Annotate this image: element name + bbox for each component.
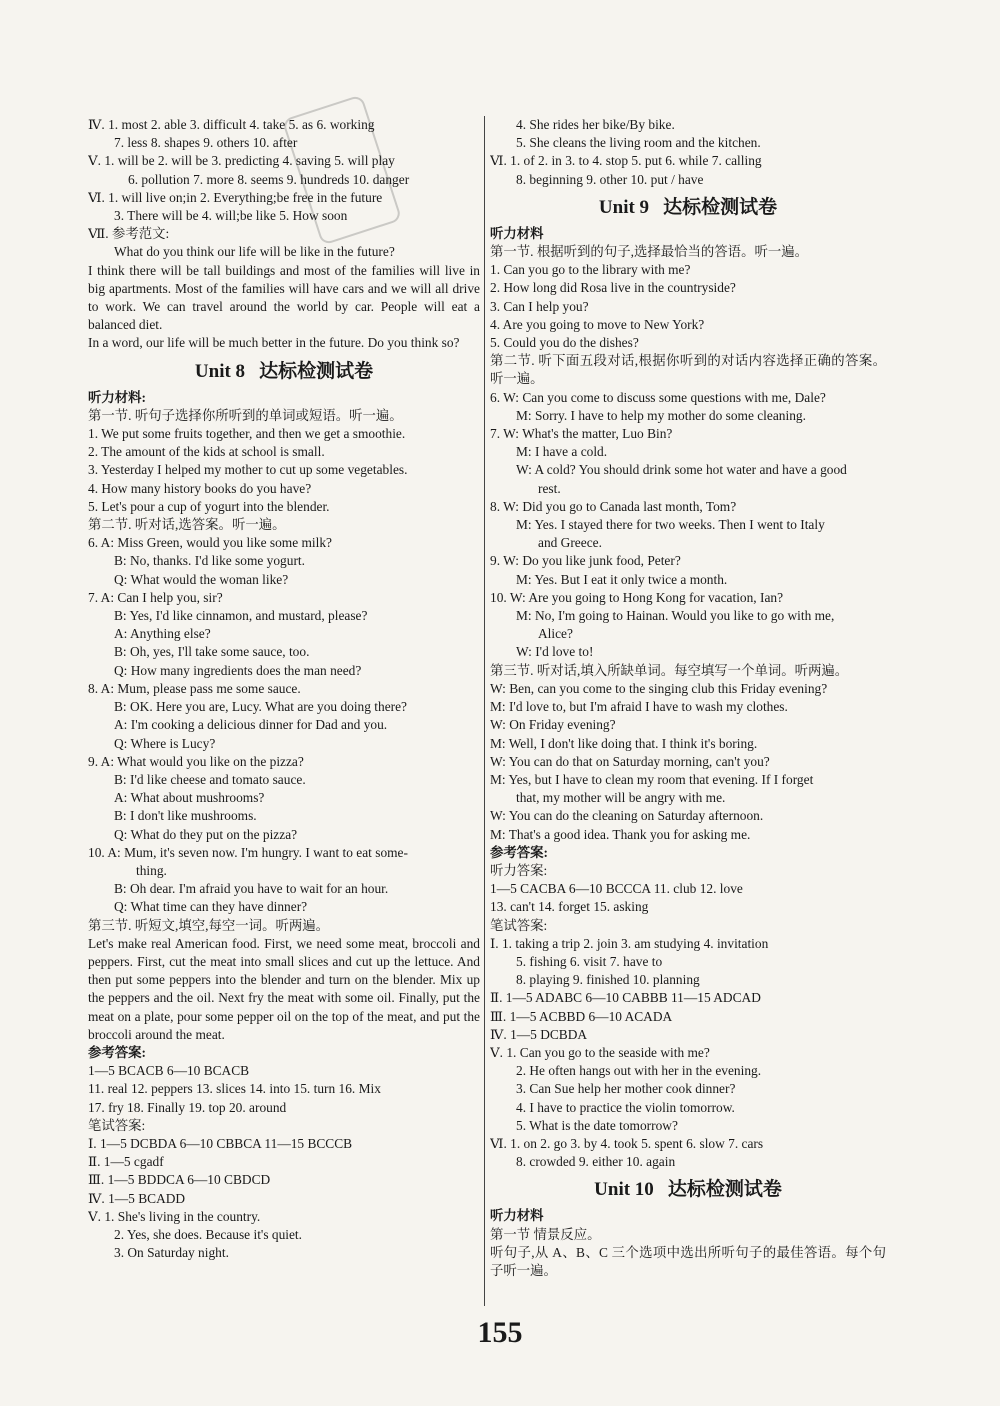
text-line: thing. [136,862,167,878]
text-line: Ⅳ. 1—5 BCADD [88,1190,186,1206]
text-line: M: Sorry. I have to help my mother do some cleaning. [516,407,806,423]
text-line: 听力材料 [490,225,544,241]
text-line: A: Anything else? [114,626,211,642]
text-line: W: Ben, can you come to the singing club this Friday evening? [490,680,828,696]
text-line: M: I have a cold. [516,444,608,460]
text-line: Q: Where is Lucy? [114,735,216,751]
unit-label: Unit 8 [194,360,246,382]
text-line: 2. Yes, she does. Because it's quiet. [114,1226,303,1242]
text-line: 6. W: Can you come to discuss some questions with me, Dale? [490,389,826,405]
text-line: 4. Are you going to move to New York? [490,316,705,332]
text-line: 笔试答案: [88,1117,146,1133]
text-line: W: On Friday evening? [490,717,616,733]
text-line: Ⅲ. 1—5 ACBBD 6—10 ACADA [490,1008,673,1024]
text-line: 听力材料: [88,389,147,405]
text-line: Ⅴ. 1. Can you go to the seaside with me? [490,1044,710,1060]
text-line: 5. fishing 6. visit 7. have to [516,953,663,969]
text-line: and Greece. [538,535,602,551]
text-line: Ⅵ. 1. on 2. go 3. by 4. took 5. spent 6. slow 7. cars [490,1135,764,1151]
text-line: Ⅱ. 1—5 cgadf [88,1154,164,1170]
text-line: 参考答案: [490,844,549,860]
text-line: Ⅳ. 1. most 2. able 3. difficult 4. take 5. as 6. working [88,117,375,132]
text-line: B: Oh, yes, I'll take some sauce, too. [114,644,310,660]
text-line: 9. W: Do you like junk food, Peter? [490,553,681,569]
text-paragraph: I think there will be tall buildings and most of the families will live in big apartments. Most of the families will have cars and we will all drive to work. We can travel around the world by car. People will eat a balanced diet. [88,262,480,333]
text-paragraph: 第二节. 听下面五段对话,根据你听到的对话内容选择正确的答案。听一遍。 [490,353,886,387]
unit-label: Unit 10 [594,1179,654,1201]
text-line: 13. can't 14. forget 15. asking [490,899,649,915]
text-line: Ⅳ. 1—5 DCBDA [490,1026,588,1042]
text-line: B: Oh dear. I'm afraid you have to wait for an hour. [114,881,389,897]
text-line: 5. She cleans the living room and the kitchen. [516,135,761,151]
text-line: 5. Could you do the dishes? [490,335,639,351]
text-line: 5. Let's pour a cup of yogurt into the blender. [88,498,330,514]
text-line: 第一节 情景反应。 [490,1226,601,1242]
text-line: 5. What is the date tomorrow? [516,1117,678,1133]
text-line: Ⅰ. 1—5 DCBDA 6—10 CBBCA 11—15 BCCCB [88,1135,353,1151]
text-line: 11. real 12. peppers 13. slices 14. into 15. turn 16. Mix [88,1081,381,1097]
text-line: B: No, thanks. I'd like some yogurt. [114,553,305,569]
text-line: M: Yes, but I have to clean my room that evening. If I forget [490,771,814,787]
text-line: B: I'd like cheese and tomato sauce. [114,771,306,787]
text-paragraph: 第三节. 听对话,填入所缺单词。每空填写一个单词。听两遍。 [490,662,849,678]
section-heading [490,195,886,221]
text-line: 3. Can Sue help her mother cook dinner? [516,1081,736,1097]
text-line: Q: What do they put on the pizza? [114,826,298,842]
text-line: W: You can do the cleaning on Saturday afternoon. [490,808,764,824]
text-line: 第一节. 听句子选择你所听到的单词或短语。听一遍。 [88,407,403,423]
text-line: Ⅴ. 1. will be 2. will be 3. predicting 4. saving 5. will play [88,153,395,169]
text-line: A: I'm cooking a delicious dinner for Dad and you. [114,717,388,733]
unit-label: Unit 9 [598,196,650,218]
text-line: 10. A: Mum, it's seven now. I'm hungry. I want to eat some- [88,844,408,860]
text-line: 3. Yesterday I helped my mother to cut up some vegetables. [88,462,408,478]
page-number: 155 [477,1316,523,1349]
text-line: Ⅶ. 参考范文: [88,226,170,242]
heading-title: 达标检测试卷 [667,1179,782,1201]
text-line: Ⅴ. 1. She's living in the country. [88,1208,261,1224]
text-line: Ⅲ. 1—5 BDDCA 6—10 CBDCD [88,1172,271,1188]
text-line: 4. She rides her bike/By bike. [516,117,675,132]
heading-title: 达标检测试卷 [259,360,374,382]
text-line: 6. pollution 7. more 8. seems 9. hundreds 10. danger [128,171,410,187]
text-line: W: A cold? You should drink some hot water and have a good [516,462,847,478]
text-paragraph: 听句子,从 A、B、C 三个选项中选出所听句子的最佳答语。每个句子听一遍。 [490,1244,886,1278]
text-line: 第三节. 听短文,填空,每空一词。听两遍。 [88,917,330,933]
text-paragraph: Let's make real American food. First, we need some meat, broccoli and peppers. First, cut the meat into small slices and cut up the lettuce. And then put some peppers into the blender and turn on the blender. Mix up the peppers and the oil. Next fry the meat with some oil. Finally, put the meat on a plate, pour some pepper oil on the top of the meat, and put the broccoli around the meat. [88,935,480,1042]
text-line: 8. A: Mum, please pass me some sauce. [88,680,301,696]
text-line: 听力答案: [490,862,548,878]
text-line: 7. W: What's the matter, Luo Bin? [490,426,673,442]
text-line: 3. There will be 4. will;be like 5. How soon [114,208,348,224]
text-line: 4. How many history books do you have? [88,480,312,496]
section-heading [490,1177,886,1203]
text-line: 第一节. 根据听到的句子,选择最恰当的答语。听一遍。 [490,244,809,260]
text-line: 8. W: Did you go to Canada last month, Tom? [490,498,737,514]
text-line: What do you think our life will be like in the future? [114,244,395,260]
text-line: M: Yes. But I eat it only twice a month. [516,571,728,587]
text-line: Alice? [538,626,573,642]
text-line: Q: How many ingredients does the man need? [114,662,362,678]
text-line: 1—5 CACBA 6—10 BCCCA 11. club 12. love [490,881,743,897]
text-line: A: What about mushrooms? [114,790,265,806]
column-divider [484,116,485,1306]
text-line: 笔试答案: [490,917,548,933]
text-line: 第二节. 听对话,选答案。听一遍。 [88,517,286,533]
left-column [88,116,480,1262]
text-line: B: I don't like mushrooms. [114,808,257,824]
text-line: Ⅵ. 1. will live on;in 2. Everything;be free in the future [88,189,383,205]
text-line: 1. Can you go to the library with me? [490,262,691,278]
section-heading [88,359,480,385]
text-line: M: That's a good idea. Thank you for asking me. [490,826,751,842]
text-line: Q: What would the woman like? [114,571,289,587]
text-line: that, my mother will be angry with me. [516,790,726,806]
heading-title: 达标检测试卷 [663,196,778,218]
text-line: M: No, I'm going to Hainan. Would you like to go with me, [516,608,835,624]
text-line: rest. [538,480,561,496]
text-line: M: Well, I don't like doing that. I think it's boring. [490,735,758,751]
text-line: 6. A: Miss Green, would you like some milk? [88,535,332,551]
text-line: B: Yes, I'd like cinnamon, and mustard, please? [114,608,368,624]
text-paragraph: In a word, our life will be much better in the future. Do you think so? [88,335,460,351]
text-line: 9. A: What would you like on the pizza? [88,753,304,769]
text-line: 10. W: Are you going to Hong Kong for vacation, Ian? [490,589,784,605]
text-line: 17. fry 18. Finally 19. top 20. around [88,1099,287,1115]
text-line: 8. playing 9. finished 10. planning [516,972,700,988]
text-line: 1. We put some fruits together, and then we get a smoothie. [88,426,406,442]
text-line: Ⅵ. 1. of 2. in 3. to 4. stop 5. put 6. while 7. calling [490,153,762,169]
text-line: M: I'd love to, but I'm afraid I have to wash my clothes. [490,699,788,715]
text-line: 2. How long did Rosa live in the countryside? [490,280,736,296]
text-line: 听力材料 [490,1208,544,1224]
text-line: 3. Can I help you? [490,298,589,314]
text-line: 7. A: Can I help you, sir? [88,589,223,605]
text-line: 7. less 8. shapes 9. others 10. after [114,135,298,151]
text-line: W: You can do that on Saturday morning, can't you? [490,753,770,769]
text-line: Ⅱ. 1—5 ADABC 6—10 CABBB 11—15 ADCAD [490,990,761,1006]
text-line: W: I'd love to! [516,644,594,660]
text-line: 3. On Saturday night. [114,1245,229,1261]
text-line: 2. He often hangs out with her in the evening. [516,1063,762,1079]
text-line: B: OK. Here you are, Lucy. What are you doing there? [114,699,407,715]
text-line: 2. The amount of the kids at school is small. [88,444,325,460]
text-line: M: Yes. I stayed there for two weeks. Then I went to Italy [516,517,825,533]
text-line: Q: What time can they have dinner? [114,899,308,915]
text-line: Ⅰ. 1. taking a trip 2. join 3. am studying 4. invitation [490,935,769,951]
right-column [490,116,886,1280]
text-line: 参考答案: [88,1044,147,1060]
text-line: 8. crowded 9. either 10. again [516,1154,676,1170]
text-line: 4. I have to practice the violin tomorrow. [516,1099,735,1115]
text-line: 8. beginning 9. other 10. put / have [516,171,704,187]
text-line: 1—5 BCACB 6—10 BCACB [88,1063,250,1079]
